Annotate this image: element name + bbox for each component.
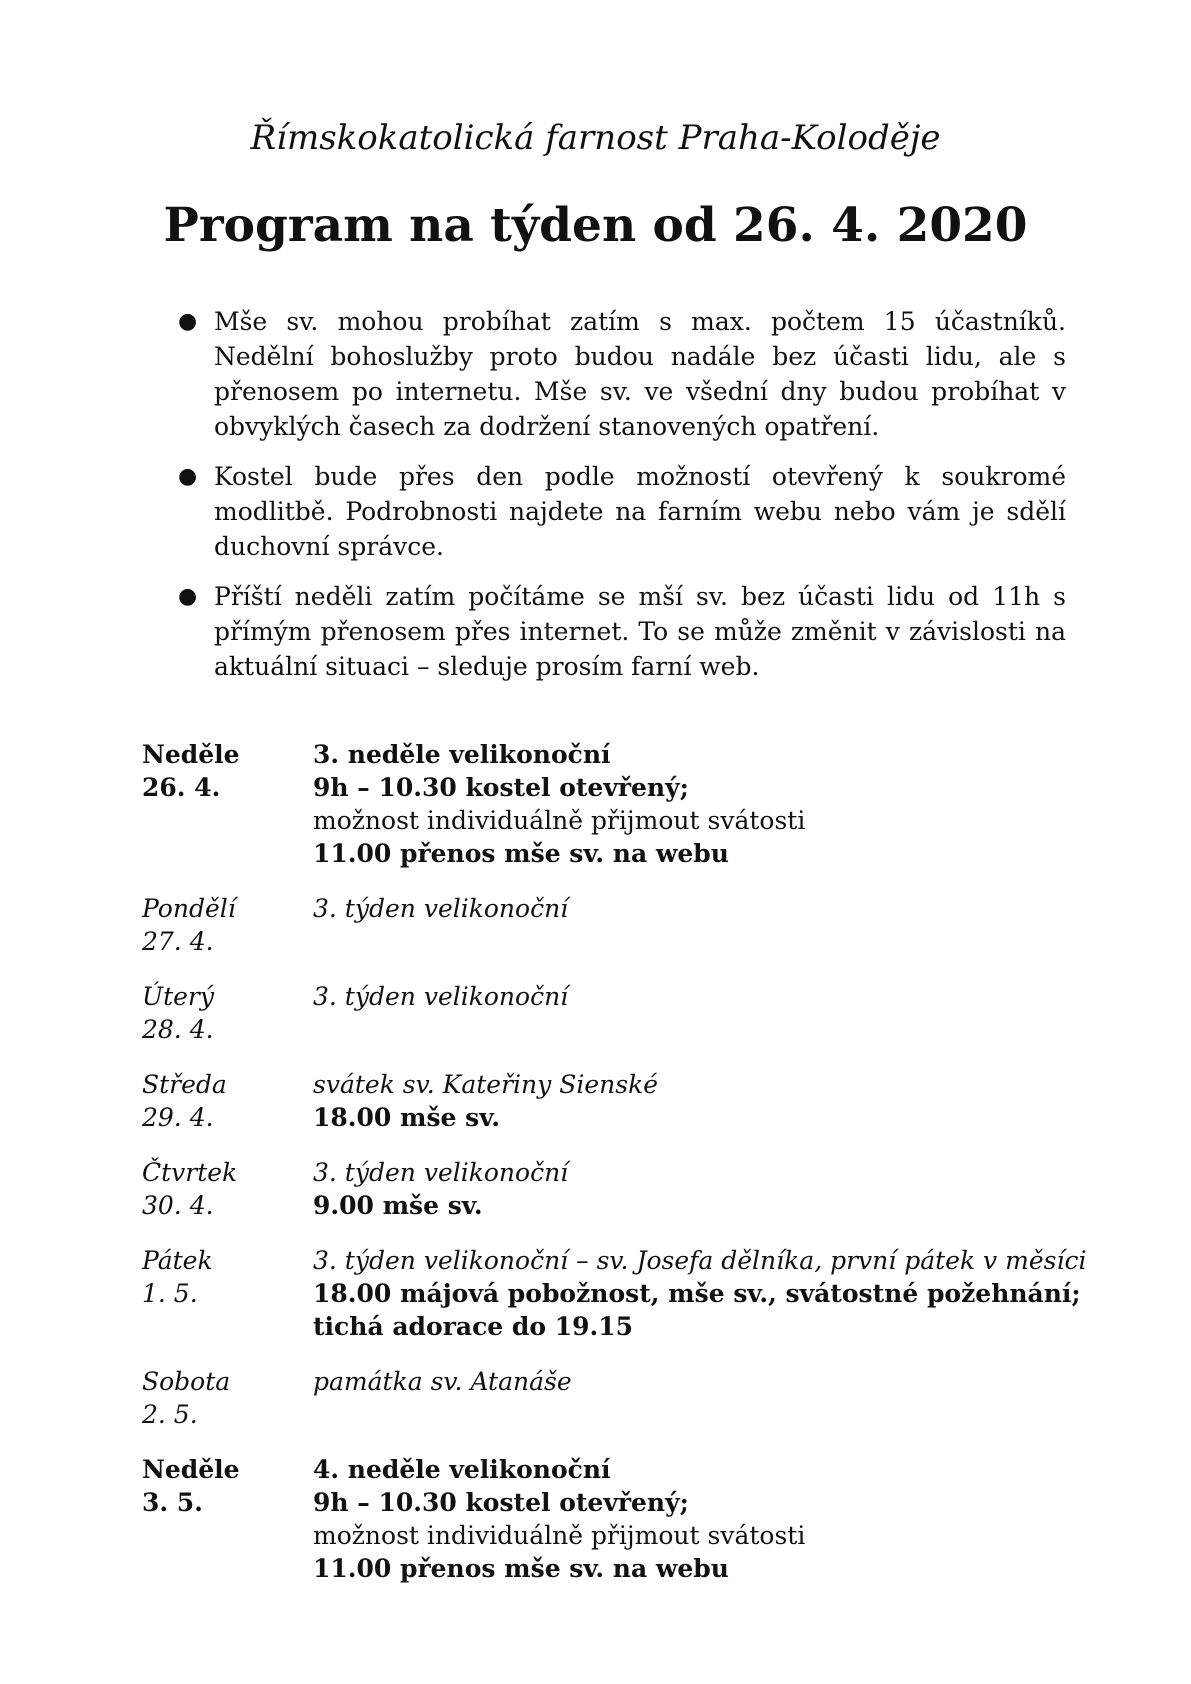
day-feast: 3. neděle velikonoční [313,740,611,769]
day-event: možnost individuálně přijmout svátosti [313,806,806,835]
day-name: Pondělí [142,894,236,923]
day-feast: 4. neděle velikonoční [313,1455,611,1484]
day-details [313,1156,1082,1222]
bullet-icon: ● [178,464,198,489]
bullet-icon: ● [178,309,198,334]
schedule-day-wednesday [142,1068,1082,1134]
day-date: 29. 4. [142,1103,214,1132]
day-details [313,738,1082,870]
parish-name: Římskokatolická farnost Praha-Koloděje [250,118,941,158]
day-event: 9.00 mše sv. [313,1191,483,1220]
day-event: 11.00 přenos mše sv. na webu [313,1554,729,1583]
day-details [313,980,1082,1046]
day-feast: 3. týden velikonoční – sv. Josefa dělníka, první pátek v měsíci [313,1246,1087,1275]
day-name: Pátek [142,1246,213,1275]
day-event: 9h – 10.30 kostel otevřený; [313,773,689,802]
day-date: 3. 5. [142,1488,203,1517]
notice-item [176,304,1066,444]
day-details [313,1365,1082,1431]
day-event: 18.00 májová pobožnost, mše sv., svátostné požehnání; [313,1279,1081,1308]
day-date: 2. 5. [142,1400,198,1429]
day-date: 27. 4. [142,927,214,956]
day-feast: 3. týden velikonoční [313,982,569,1011]
day-feast: 3. týden velikonoční [313,1158,569,1187]
day-label [142,892,302,958]
day-label [142,1068,302,1134]
schedule-day-thursday [142,1156,1082,1222]
day-details [313,1068,1082,1134]
day-name: Sobota [142,1367,231,1396]
day-feast: svátek sv. Kateřiny Sienské [313,1070,659,1099]
day-date: 1. 5. [142,1279,198,1308]
day-event: tichá adorace do 19.15 [313,1312,634,1341]
notice-text: Kostel bude přes den podle možností otevřený k soukromé modlitbě. Podrobnosti najdete na farním webu nebo vám je sdělí duchovní správce. [214,462,1066,561]
day-label [142,738,302,804]
notice-item [176,579,1066,684]
day-date: 30. 4. [142,1191,214,1220]
day-name: Středa [142,1070,227,1099]
day-label [142,980,302,1046]
day-event: možnost individuálně přijmout svátosti [313,1521,806,1550]
schedule-day-sunday-3-5 [142,1453,1082,1585]
notice-text: Příští neděli zatím počítáme se mší sv. bez účasti lidu od 11h s přímým přenosem přes internet. To se může změnit v závislosti na aktuální situaci – sleduje prosím farní web. [214,582,1066,681]
day-date: 28. 4. [142,1015,214,1044]
schedule-day-monday [142,892,1082,958]
day-name: Neděle [142,1455,240,1484]
day-date: 26. 4. [142,773,221,802]
day-label [142,1453,302,1519]
notice-list [176,304,1066,699]
day-details [313,1244,1087,1343]
day-label [142,1365,302,1431]
weekly-schedule [142,738,1087,1607]
day-details [313,892,1082,958]
day-feast: památka sv. Atanáše [313,1367,572,1396]
schedule-day-tuesday [142,980,1082,1046]
notice-item [176,459,1066,564]
day-name: Čtvrtek [142,1158,238,1187]
day-details [313,1453,1082,1585]
day-feast: 3. týden velikonoční [313,894,569,923]
schedule-day-friday [142,1244,1087,1343]
schedule-day-sunday-26-4 [142,738,1082,870]
day-event: 11.00 přenos mše sv. na webu [313,839,729,868]
day-name: Neděle [142,740,240,769]
schedule-day-saturday [142,1365,1082,1431]
day-event: 18.00 mše sv. [313,1103,500,1132]
day-label [142,1156,302,1222]
day-name: Úterý [142,982,214,1011]
day-label [142,1244,302,1310]
day-event: 9h – 10.30 kostel otevřený; [313,1488,689,1517]
notice-text: Mše sv. mohou probíhat zatím s max. počtem 15 účastníků. Nedělní bohoslužby proto budou nadále bez účasti lidu, ale s přenosem po internetu. Mše sv. ve všední dny budou probíhat v obvyklých časech za dodržení stanovených opatření. [214,307,1066,441]
bullet-icon: ● [178,584,198,609]
page-title: Program na týden od 26. 4. 2020 [163,198,1028,253]
